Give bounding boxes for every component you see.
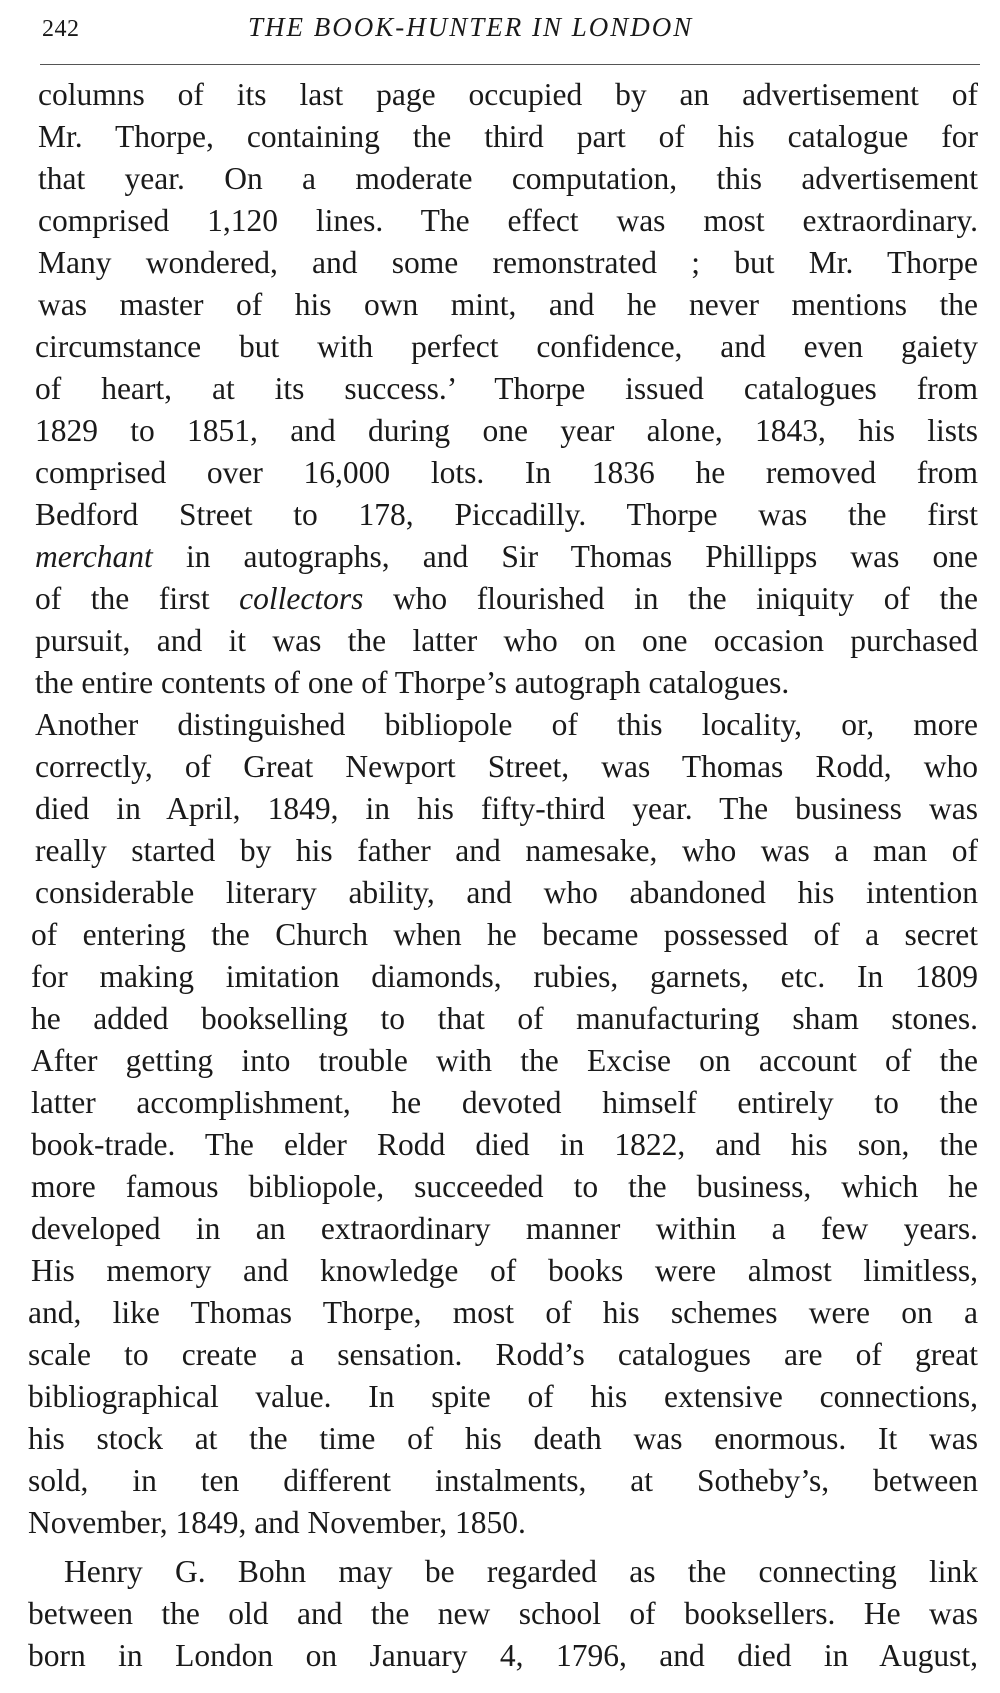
text-line: comprised 1,120 lines. The effect was most extraordinary. [38, 203, 978, 238]
italic-word: merchant [35, 539, 153, 574]
paragraph-thorpe [28, 74, 978, 704]
text-line [28, 578, 978, 620]
paragraph-gap [28, 1544, 978, 1551]
body-text [28, 74, 978, 1677]
text-line: died in April, 1849, in his fifty-third year. The business was [35, 791, 978, 826]
text-line: 1829 to 1851, and during one year alone, 1843, his lists [35, 413, 978, 448]
text-line: the entire contents of one of Thorpe’s autograph catalogues. [35, 665, 790, 700]
text-line: latter accomplishment, he devoted himself entirely to the [31, 1085, 978, 1120]
text-line: more famous bibliopole, succeeded to the business, which he [31, 1169, 978, 1204]
text-line: His memory and knowledge of books were almost limitless, [31, 1253, 978, 1288]
text-line: really started by his father and namesake, who was a man of [35, 833, 978, 868]
text-line [28, 536, 978, 578]
text-line: comprised over 16,000 lots. In 1836 he removed from [35, 455, 978, 490]
page-number: 242 [42, 16, 80, 42]
text-line: bibliographical value. In spite of his extensive connections, [28, 1379, 978, 1414]
text-line: November, 1849, and November, 1850. [28, 1505, 526, 1540]
text-line: Henry G. Bohn may be regarded as the connecting link [64, 1554, 978, 1589]
text-line: Mr. Thorpe, containing the third part of his catalogue for [38, 119, 978, 154]
text-line: pursuit, and it was the latter who on one occasion purchased [35, 623, 978, 658]
text-line: developed in an extraordinary manner within a few years. [31, 1211, 978, 1246]
text-fragment: of the first [35, 581, 210, 616]
text-line: his stock at the time of his death was enormous. It was [28, 1421, 978, 1456]
text-line: born in London on January 4, 1796, and died in August, [28, 1638, 978, 1673]
text-line: scale to create a sensation. Rodd’s catalogues are of great [28, 1337, 978, 1372]
text-line: columns of its last page occupied by an advertisement of [38, 77, 978, 112]
text-line: considerable literary ability, and who abandoned his intention [35, 875, 978, 910]
text-line: book-trade. The elder Rodd died in 1822, and his son, the [31, 1127, 978, 1162]
text-line: Bedford Street to 178, Piccadilly. Thorpe was the first [35, 497, 978, 532]
text-line: correctly, of Great Newport Street, was Thomas Rodd, who [35, 749, 978, 784]
italic-word: collectors [239, 581, 364, 616]
paragraph-bohn [28, 1551, 978, 1677]
running-title: THE BOOK-HUNTER IN LONDON [248, 12, 694, 42]
text-line: he added bookselling to that of manufacturing sham stones. [31, 1001, 978, 1036]
text-line: and, like Thomas Thorpe, most of his schemes were on a [28, 1295, 978, 1330]
text-line: between the old and the new school of booksellers. He was [28, 1596, 978, 1631]
text-fragment: in autographs, and Sir Thomas Phillipps was one [185, 539, 978, 574]
text-line: for making imitation diamonds, rubies, garnets, etc. In 1809 [31, 959, 978, 994]
paragraph-rodd [28, 704, 978, 1544]
text-line: After getting into trouble with the Excise on account of the [31, 1043, 978, 1078]
header-rule [40, 64, 980, 65]
text-line: sold, in ten different instalments, at Sotheby’s, between [28, 1463, 978, 1498]
page-header [42, 12, 982, 52]
text-line: circumstance but with perfect confidence, and even gaiety [35, 329, 978, 364]
text-line: of entering the Church when he became possessed of a secret [31, 917, 978, 952]
text-fragment: who flourished in the iniquity of the [392, 581, 978, 616]
text-line: Another distinguished bibliopole of this locality, or, more [35, 707, 978, 742]
text-line: that year. On a moderate computation, this advertisement [38, 161, 978, 196]
text-line: Many wondered, and some remonstrated ; but Mr. Thorpe [38, 245, 978, 280]
text-line: of heart, at its success.’ Thorpe issued catalogues from [35, 371, 978, 406]
text-line: was master of his own mint, and he never mentions the [38, 287, 978, 322]
